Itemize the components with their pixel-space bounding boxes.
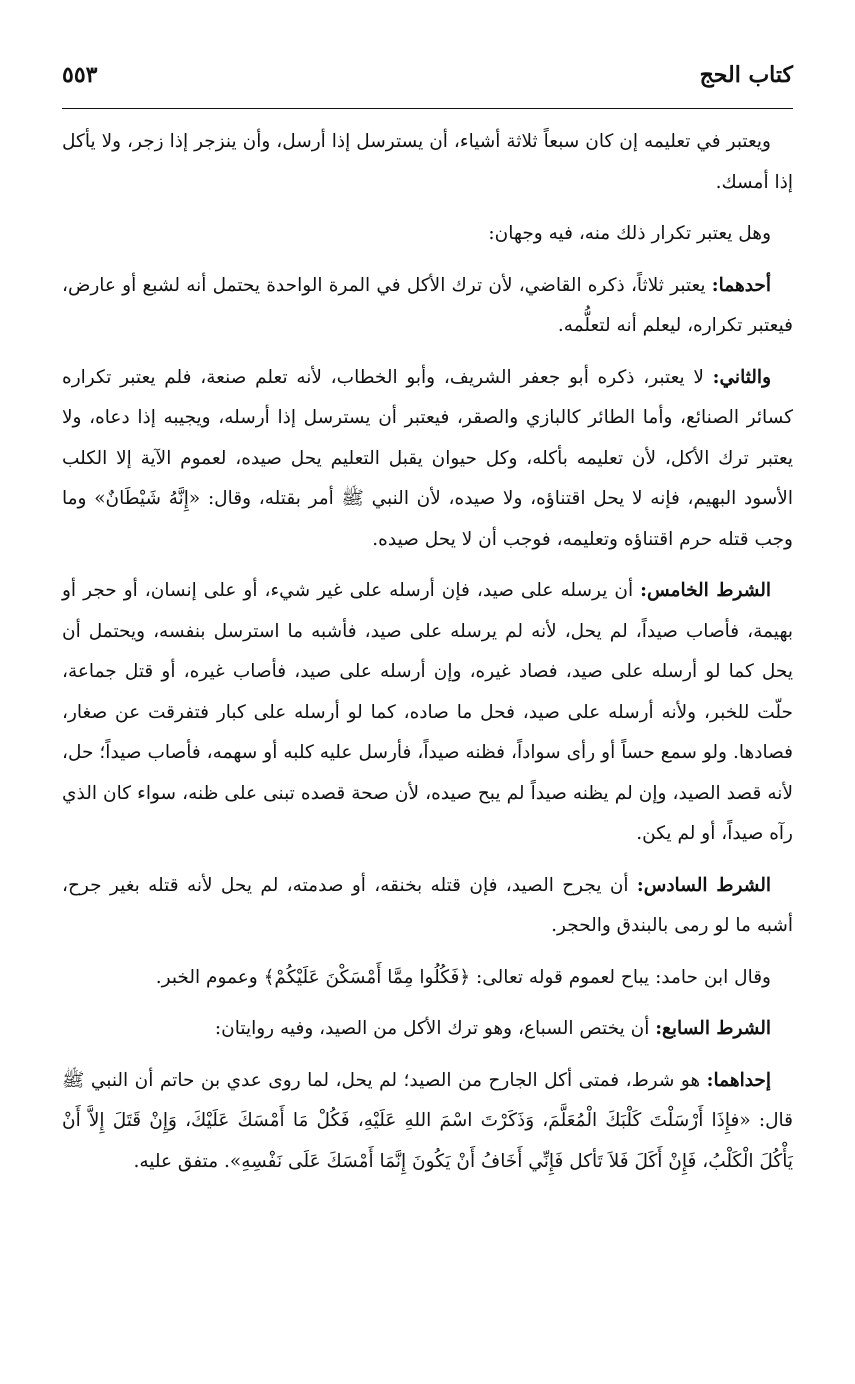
paragraph-text: لا يعتبر، ذكره أبو جعفر الشريف، وأبو الخطاب، لأنه تعلم صنعة، فلم يعتبر تكراره كسائر الصنائع، وأما الطائر كالبازي والصقر، فيعتبر أن يسترسل إذا أرسله، ويجيبه إذا دعاه، ولا يعتبر ترك الأكل، لأن تعليمه بأكله، وكل حيوان يقبل التعليم يحل صيده، لعموم الآية إلا الكلب الأسود البهيم، فإنه لا يحل اقتناؤه، ولا صيده، لأن النبي ﷺ أمر بقتله، وقال: «إِنَّهُ شَيْطَانٌ» وما وجب قتله حرم اقتناؤه وتعليمه، فوجب أن لا يحل صيده. [62, 366, 793, 550]
paragraph-lead: أحدهما: [711, 274, 771, 296]
paragraph-text: يعتبر ثلاثاً، ذكره القاضي، لأن ترك الأكل في المرة الواحدة يحتمل أنه لشبع أو عارض، فيعتبر تكراره، ليعلم أنه لتعلُّمه. [62, 274, 793, 336]
paragraph-text: أن يجرح الصيد، فإن قتله بخنقه، أو صدمته، لم يحل لأنه قتله بغير جرح، أشبه ما لو رمى بالبندق والحجر. [62, 874, 793, 936]
paragraph-lead: إحداهما: [706, 1069, 771, 1091]
paragraph-text: أن يختص السباع، وهو ترك الأكل من الصيد، وفيه روايتان: [214, 1018, 656, 1039]
paragraph-text: ويعتبر في تعليمه إن كان سبعاً ثلاثة أشياء، أن يسترسل إذا أرسل، وأن ينزجر إذا زجر، ولا يأكل إذا أمسك. [62, 131, 793, 193]
page-body [62, 122, 793, 1193]
paragraph-lead: الشرط السابع: [655, 1018, 771, 1039]
paragraph-second-view [62, 358, 793, 561]
paragraph-text: أن يرسله على صيد، فإن أرسله على غير شيء، أو على إنسان، أو حجر أو بهيمة، فأصاب صيداً، لم يحل، لأنه لم يرسله على صيد، فأشبه ما استرسل بنفسه، ويحتمل أن يحل كما لو أرسله على صيد، فصاد غيره، وإن أرسله على صيد، فأصاب غيره، أو قتل جماعة، حلّت للخبر، ولأنه أرسله على صيد، فحل ما صاده، كما لو أرسله على كبار فتفرقت عن صغار، فصادها. ولو سمع حساً أو رأى سواداً، فظنه صيداً، فأرسل عليه كلبه أو سهمه، فأصاب صيداً؛ حل، لأنه قصد الصيد، وإن لم يظنه صيداً لم يبح صيده، لأن صحة قصده تبنى على ظنه، سواء كان الذي رآه صيداً، أو لم يكن. [62, 580, 793, 844]
paragraph-lead: الشرط السادس: [636, 874, 771, 896]
paragraph-lead: الشرط الخامس: [640, 580, 771, 601]
paragraph-first-narration [62, 1061, 793, 1183]
book-title: كتاب الحج [699, 62, 793, 88]
paragraph-taleem-conditions [62, 122, 793, 203]
paragraph-lead: والثاني: [712, 366, 771, 388]
paragraph-sixth-condition [62, 866, 793, 947]
paragraph-fifth-condition [62, 571, 793, 855]
paragraph-first-view [62, 266, 793, 347]
paragraph-seventh-condition [62, 1009, 793, 1050]
paragraph-ibn-hamid [62, 958, 793, 999]
header-divider [62, 108, 793, 109]
paragraph-text: وهل يعتبر تكرار ذلك منه، فيه وجهان: [488, 223, 771, 244]
paragraph-text: هو شرط، فمتى أكل الجارح من الصيد؛ لم يحل، لما روى عدي بن حاتم أن النبي ﷺ قال: «فإِذَا أَرْسَلْتَ كَلْبَكَ الْمُعَلَّمَ، وَذَكَرْتَ اسْمَ اللهِ عَلَيْهِ، فَكُلْ مَا أَمْسَكَ عَلَيْكَ، وَإِنْ قَتَلَ إِلاَّ أَنْ يَأْكُلَ الْكَلْبُ، فَإِنْ أَكَلَ فَلاَ تَأكل فَإِنِّي أَخَافُ أَنْ يَكُونَ إِنَّمَا أَمْسَكَ عَلَى نَفْسِهِ». متفق عليه. [62, 1069, 793, 1172]
page-header [62, 58, 793, 98]
paragraph-repetition-question [62, 214, 793, 255]
paragraph-text: وقال ابن حامد: يباح لعموم قوله تعالى: ﴿فَكُلُوا مِمَّا أَمْسَكْنَ عَلَيْكُمْ﴾ وعموم الخبر. [155, 966, 771, 988]
page-number: ٥٥٣ [62, 62, 98, 88]
